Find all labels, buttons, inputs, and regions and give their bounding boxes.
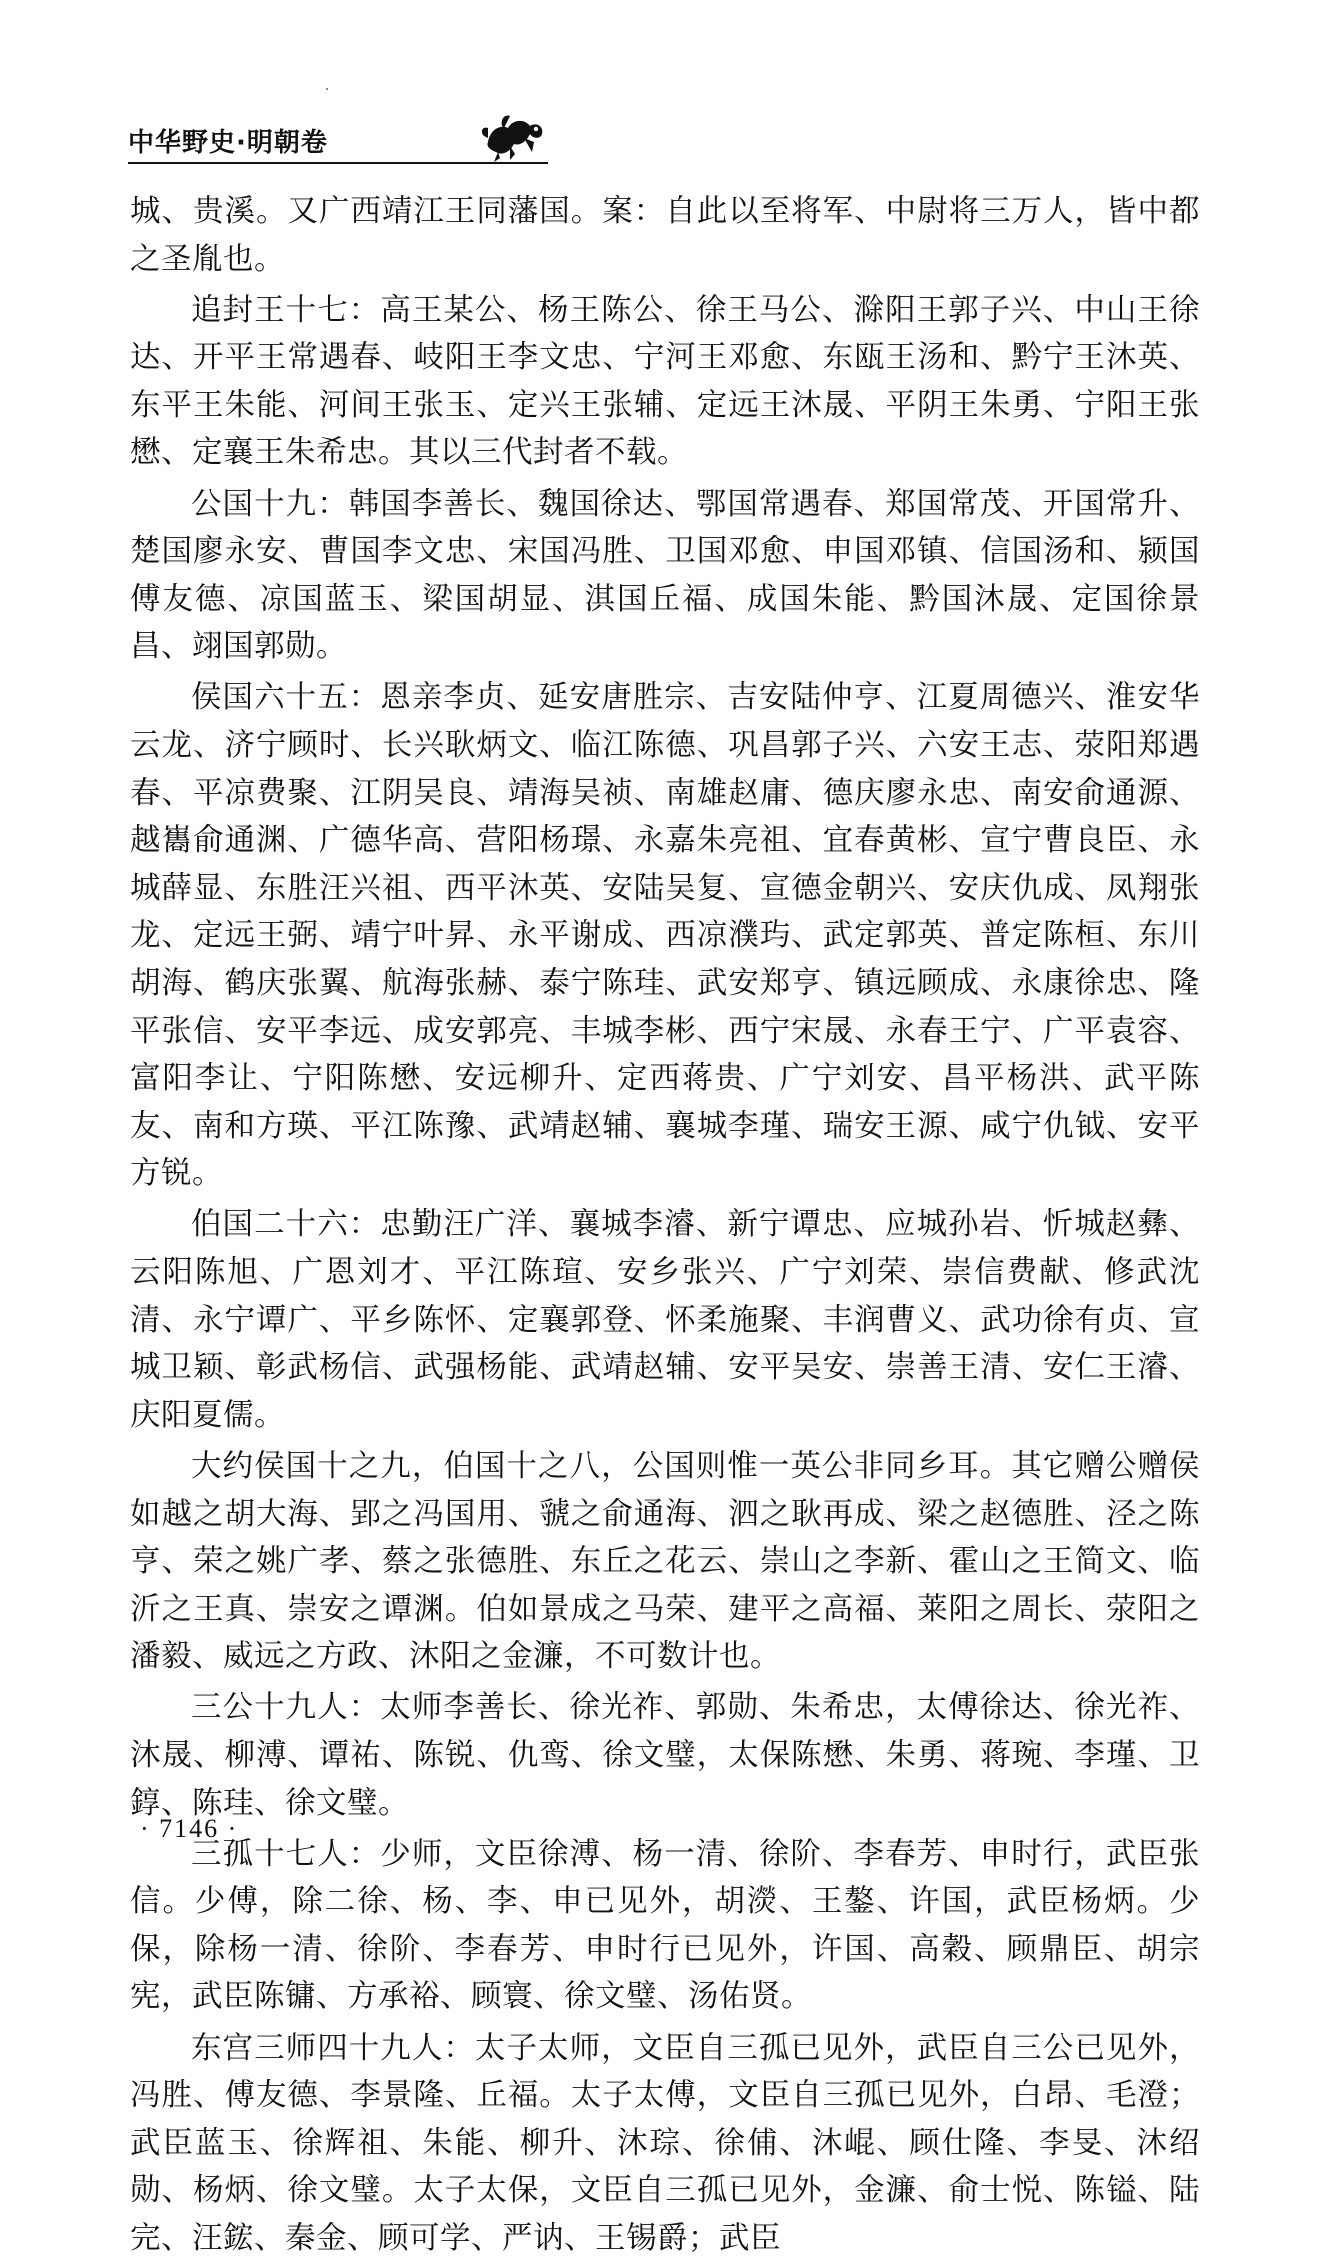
paragraph-summary: 大约侯国十之九，伯国十之八，公国则惟一英公非同乡耳。其它赠公赠侯如越之胡大海、郢之冯国用、虢之俞通海、泗之耿再成、梁之赵德胜、泾之陈亨、荣之姚广孝、蔡之张德胜、东丘之花云、崇山之李新、霍山之王简文、临沂之王真、崇安之谭渊。伯如景成之马荣、建平之高福、莱阳之周长、荥阳之潘毅、威远之方政、沐阳之金濂，不可数计也。 bbox=[130, 1448, 1200, 1675]
paragraph-continued: 城、贵溪。又广西靖江王同藩国。案：自此以至将军、中尉将三万人，皆中都之圣胤也。 bbox=[130, 194, 1200, 277]
paragraph-earls: 伯国二十六：忠勤汪广洋、襄城李濬、新宁谭忠、应城孙岩、忻城赵彝、云阳陈旭、广恩刘才、平江陈瑄、安乡张兴、广宁刘荣、崇信费献、修武沈清、永宁谭广、平乡陈怀、定襄郭登、怀柔施聚、丰润曹义、武功徐有贞、宣城卫颖、彰武杨信、武强杨能、武靖赵辅、安平吴安、崇善王清、安仁王濬、庆阳夏儒。 bbox=[130, 1207, 1200, 1433]
running-header bbox=[128, 118, 548, 168]
scan-speck bbox=[326, 88, 328, 90]
body-text bbox=[130, 188, 1200, 2266]
paragraph-eastern-palace: 东宫三师四十九人：太子太师，文臣自三孤已见外，武臣自三公已见外，冯胜、傅友德、李景隆、丘福。太子太傅，文臣自三孤已见外，白昂、毛澄；武臣蓝玉、徐辉祖、朱能、柳升、沐琮、徐俌、沐崐、顾仕隆、李旻、沐绍勋、杨炳、徐文璧。太子太保，文臣自三孤已见外，金濂、俞士悦、陈镒、陆完、汪鋐、秦金、顾可学、严讷、王锡爵；武臣 bbox=[130, 2030, 1200, 2256]
book-title: 中华野史·明朝卷 bbox=[128, 128, 328, 158]
dragon-icon bbox=[480, 112, 548, 164]
paragraph-marquises: 侯国六十五：恩亲李贞、延安唐胜宗、吉安陆仲亨、江夏周德兴、淮安华云龙、济宁顾时、长兴耿炳文、临江陈德、巩昌郭子兴、六安王志、荥阳郑遇春、平凉费聚、江阴吴良、靖海吴祯、南雄赵庸、德庆廖永忠、南安俞通源、越巂俞通渊、广德华高、营阳杨璟、永嘉朱亮祖、宜春黄彬、宣宁曹良臣、永城薛显、东胜汪兴祖、西平沐英、安陆吴复、宣德金朝兴、安庆仇成、凤翔张龙、定远王弼、靖宁叶昇、永平谢成、西凉濮玙、武定郭英、普定陈桓、东川胡海、鹤庆张翼、航海张赫、泰宁陈珪、武安郑亨、镇远顾成、永康徐忠、隆平张信、安平李远、成安郭亮、丰城李彬、西宁宋晟、永春王宁、广平袁容、富阳李让、宁阳陈懋、安远柳升、定西蒋贵、广宁刘安、昌平杨洪、武平陈友、南和方瑛、平江陈豫、武靖赵辅、襄城李瑾、瑞安王源、咸宁仇钺、安平方锐。 bbox=[130, 680, 1200, 1192]
paragraph-three-dukes: 三公十九人：太师李善长、徐光祚、郭勋、朱希忠，太傅徐达、徐光祚、沐晟、柳溥、谭祐、陈锐、仇鸾、徐文璧，太保陈懋、朱勇、蒋琬、李瑾、卫錞、陈珪、徐文璧。 bbox=[130, 1690, 1200, 1821]
paragraph-posthumous-kings: 追封王十七：高王某公、杨王陈公、徐王马公、滁阳王郭子兴、中山王徐达、开平王常遇春、岐阳王李文忠、宁河王邓愈、东瓯王汤和、黔宁王沐英、东平王朱能、河间王张玉、定兴王张辅、定远王沐晟、平阴王朱勇、宁阳王张懋、定襄王朱希忠。其以三代封者不载。 bbox=[130, 292, 1200, 471]
paragraph-three-solitaries: 三孤十七人：少师，文臣徐溥、杨一清、徐阶、李春芳、申时行，武臣张信。少傅，除二徐、杨、李、申已见外，胡濙、王鏊、许国，武臣杨炳。少保，除杨一清、徐阶、李春芳、申时行已见外，许国、高穀、顾鼎臣、胡宗宪，武臣陈镛、方承裕、顾寰、徐文璧、汤佑贤。 bbox=[130, 1836, 1200, 2015]
header-rule bbox=[128, 162, 548, 164]
page-number: · 7146 · bbox=[140, 1814, 239, 1843]
paragraph-dukes: 公国十九：韩国李善长、魏国徐达、鄂国常遇春、郑国常茂、开国常升、楚国廖永安、曹国李文忠、宋国冯胜、卫国邓愈、申国邓镇、信国汤和、颍国傅友德、凉国蓝玉、梁国胡显、淇国丘福、成国朱能、黔国沐晟、定国徐景昌、翊国郭勋。 bbox=[130, 486, 1200, 665]
